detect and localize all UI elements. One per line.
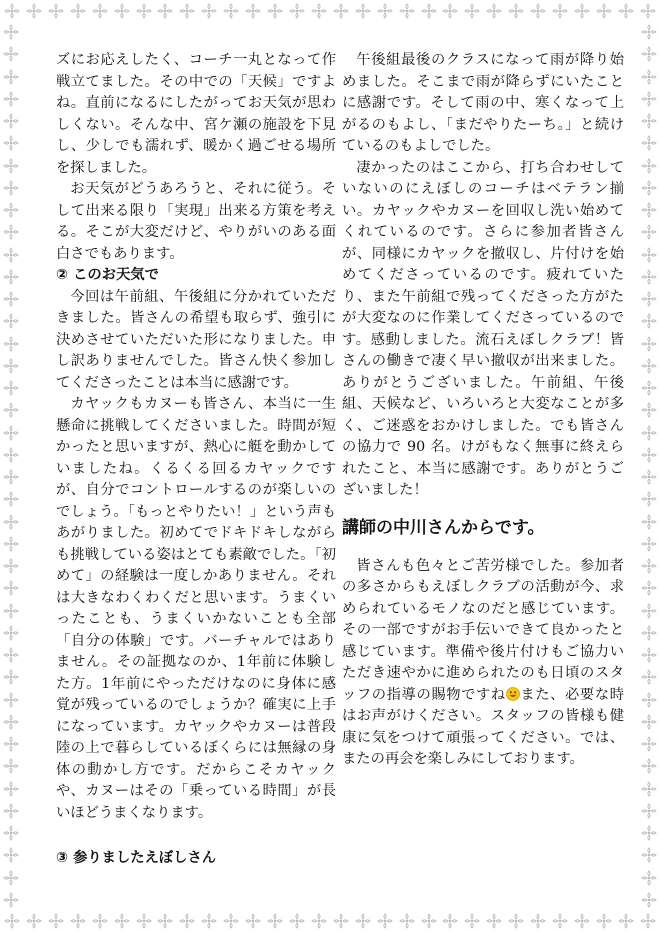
cross-ornament-icon	[355, 3, 371, 19]
cross-ornament-icon	[641, 536, 657, 552]
right-paragraph-3-text-a: 皆さんも色々とご苦労様でした。参加者の多さからもえぼしクラブの活動が今、求められているモノなのだと感じています。その一部ですがお手伝いできて良かったと感じています。準備や後片付けもご協力いただき速やかに進められたのも日頃のスタッフの指導の賜物ですね	[342, 557, 624, 703]
section-2-heading: ② このお天気で	[56, 267, 159, 283]
cross-ornament-icon	[355, 913, 371, 929]
cross-ornament-icon	[3, 647, 19, 663]
right-paragraph-2: 凄かったのはここから、打ち合わせしていないのにえぼしのコーチはベテラン揃い。カヤックやカヌーを回収し洗い始めてくれているのです。さらに参加者皆さんが、同様にカヤックを撤収し、片付けを始めてくださっているのです。疲れていたり、また午前組で残ってくださった方がたが大変なのに作業してくださっているのです。感動しました。流石えぼしクラブ！皆さんの働きで凄く早い撤収が出来ました。ありがとうございました。午前組、午後組、天候など、いろいろと大変なことが多く、ご迷惑をおかけしました。でも皆さんの協力で 90 名。けがもなく無事に終えられたこと、本当に感謝です。ありがとうございました！	[342, 159, 624, 498]
left-paragraph-1: ズにお応えしたく、コーチ一丸となって作戦立てました。その中での「天候」ですよね。直前になるにしたがってお天気が思わしくない。そんな中、宮ケ瀬の施設を下見し、少しでも濡れず、暖かく過ごせる場所を探しました。	[56, 52, 336, 176]
cross-ornament-icon	[26, 3, 42, 19]
cross-ornament-icon	[3, 46, 19, 62]
cross-ornament-icon	[3, 514, 19, 530]
cross-ornament-icon	[641, 603, 657, 619]
cross-ornament-icon	[641, 469, 657, 485]
left-paragraph-4: カヤックもカヌーも皆さん、本当に一生懸命に挑戦してくださいました。時間が短かったと思いますが、熱心に艇を動かしていましたね。くるくる回るカヤックですが、自分でコントロールするのが楽しいのでしょう。「もっとやりたい！」という声もあがりました。初めてでドキドキしながらも挑戦している姿はとても素敵でした。「初めて」の経験は一度しかありません。それは大きなわくわくだと思います。うまくいったことも、うまくいかないことも全部「自分の体験」です。バーチャルではありません。その証拠なのか、1年前に体験した方。1年前にやっただけなのに身体に感覚が残っているのでしょうか？確実に上手になっています。カヤックやカヌーは普段陸の上で暮らしているぼくらには無縁の身体の動かし方です。だからこそカヤックや、カヌーはその「乗っている時間」が長いほどうまくなります。	[56, 396, 336, 821]
cross-ornament-icon	[3, 447, 19, 463]
cross-ornament-icon	[4, 913, 20, 929]
cross-ornament-icon	[3, 402, 19, 418]
cross-ornament-icon	[641, 736, 657, 752]
cross-ornament-icon	[421, 3, 437, 19]
cross-ornament-icon	[114, 913, 130, 929]
cross-ornament-icon	[70, 913, 86, 929]
cross-ornament-icon	[641, 758, 657, 774]
cross-ornament-icon	[641, 224, 657, 240]
cross-ornament-icon	[641, 580, 657, 596]
cross-ornament-icon	[3, 336, 19, 352]
cross-ornament-icon	[641, 69, 657, 85]
cross-ornament-icon	[3, 180, 19, 196]
cross-ornament-icon	[3, 558, 19, 574]
cross-ornament-icon	[618, 913, 634, 929]
cross-ornament-icon	[641, 358, 657, 374]
cross-ornament-icon	[333, 913, 349, 929]
cross-ornament-icon	[377, 3, 393, 19]
cross-ornament-icon	[245, 3, 261, 19]
cross-ornament-icon	[641, 113, 657, 129]
right-paragraph-1: 午後組最後のクラスになって雨が降り始めました。そこまで雨が降らずにいたことに感謝です。そして雨の中、寒くなって上がるのもよし、「まだやりたーち。」と続けているのもよしでした。	[342, 52, 624, 154]
left-column	[56, 50, 336, 824]
cross-ornament-icon	[3, 781, 19, 797]
cross-ornament-icon	[3, 692, 19, 708]
cross-ornament-icon	[464, 913, 480, 929]
cross-ornament-icon	[641, 514, 657, 530]
cross-ornament-icon	[4, 3, 20, 19]
cross-ornament-icon	[3, 870, 19, 886]
cross-ornament-icon	[442, 3, 458, 19]
cross-ornament-icon	[641, 202, 657, 218]
cross-ornament-icon	[3, 113, 19, 129]
cross-ornament-icon	[92, 3, 108, 19]
cross-ornament-icon	[3, 269, 19, 285]
cross-ornament-icon	[245, 913, 261, 929]
cross-ornament-icon	[3, 603, 19, 619]
cross-ornament-icon	[641, 803, 657, 819]
cross-ornament-icon	[3, 24, 19, 40]
cross-ornament-icon	[641, 847, 657, 863]
cross-ornament-icon	[333, 3, 349, 19]
cross-ornament-icon	[26, 913, 42, 929]
page-border-top	[0, 0, 660, 22]
cross-ornament-icon	[641, 625, 657, 641]
cross-ornament-icon	[641, 870, 657, 886]
right-column	[342, 50, 624, 771]
cross-ornament-icon	[3, 892, 19, 908]
smiley-face-icon	[506, 687, 520, 701]
cross-ornament-icon	[179, 913, 195, 929]
cross-ornament-icon	[574, 913, 590, 929]
cross-ornament-icon	[3, 380, 19, 396]
cross-ornament-icon	[3, 536, 19, 552]
cross-ornament-icon	[641, 781, 657, 797]
cross-ornament-icon	[442, 913, 458, 929]
cross-ornament-icon	[267, 913, 283, 929]
page-border-right	[638, 22, 660, 910]
cross-ornament-icon	[399, 913, 415, 929]
cross-ornament-icon	[377, 913, 393, 929]
cross-ornament-icon	[641, 558, 657, 574]
cross-ornament-icon	[641, 692, 657, 708]
cross-ornament-icon	[618, 3, 634, 19]
cross-ornament-icon	[641, 180, 657, 196]
cross-ornament-icon	[641, 46, 657, 62]
cross-ornament-icon	[641, 91, 657, 107]
cross-ornament-icon	[508, 913, 524, 929]
cross-ornament-icon	[641, 669, 657, 685]
cross-ornament-icon	[3, 669, 19, 685]
cross-ornament-icon	[574, 3, 590, 19]
cross-ornament-icon	[267, 3, 283, 19]
cross-ornament-icon	[399, 3, 415, 19]
cross-ornament-icon	[641, 158, 657, 174]
cross-ornament-icon	[530, 913, 546, 929]
cross-ornament-icon	[3, 91, 19, 107]
cross-ornament-icon	[201, 3, 217, 19]
cross-ornament-icon	[596, 3, 612, 19]
cross-ornament-icon	[114, 3, 130, 19]
section-3-heading: ③ 参りましたえぼしさん	[56, 850, 217, 866]
cross-ornament-icon	[641, 135, 657, 151]
cross-ornament-icon	[641, 714, 657, 730]
cross-ornament-icon	[48, 3, 64, 19]
cross-ornament-icon	[157, 913, 173, 929]
left-paragraph-3: 今回は午前組、午後組に分かれていただきました。皆さんの希望も取らず、強引に決めさせていただいた形になりました。申し訳ありませんでした。皆さん快く参加してくださったことは本当に感謝です。	[56, 288, 336, 391]
cross-ornament-icon	[179, 3, 195, 19]
cross-ornament-icon	[641, 402, 657, 418]
cross-ornament-icon	[641, 380, 657, 396]
cross-ornament-icon	[3, 291, 19, 307]
cross-ornament-icon	[3, 247, 19, 263]
cross-ornament-icon	[201, 913, 217, 929]
cross-ornament-icon	[3, 202, 19, 218]
cross-ornament-icon	[552, 3, 568, 19]
cross-ornament-icon	[3, 580, 19, 596]
cross-ornament-icon	[3, 736, 19, 752]
cross-ornament-icon	[530, 3, 546, 19]
cross-ornament-icon	[3, 158, 19, 174]
cross-ornament-icon	[3, 358, 19, 374]
cross-ornament-icon	[486, 913, 502, 929]
cross-ornament-icon	[157, 3, 173, 19]
cross-ornament-icon	[3, 469, 19, 485]
cross-ornament-icon	[641, 269, 657, 285]
cross-ornament-icon	[641, 647, 657, 663]
cross-ornament-icon	[3, 847, 19, 863]
left-paragraph-2: お天気がどうあろうと、それに従う。そして出来る限り「実現」出来る方策を考える。そこが大変だけど、やりがいのある面白さでもあります。	[56, 181, 336, 262]
cross-ornament-icon	[641, 491, 657, 507]
cross-ornament-icon	[641, 24, 657, 40]
cross-ornament-icon	[421, 913, 437, 929]
cross-ornament-icon	[508, 3, 524, 19]
cross-ornament-icon	[3, 825, 19, 841]
cross-ornament-icon	[640, 913, 656, 929]
cross-ornament-icon	[70, 3, 86, 19]
cross-ornament-icon	[641, 447, 657, 463]
cross-ornament-icon	[92, 913, 108, 929]
cross-ornament-icon	[3, 135, 19, 151]
page-border-left	[0, 22, 22, 910]
cross-ornament-icon	[3, 714, 19, 730]
cross-ornament-icon	[641, 291, 657, 307]
cross-ornament-icon	[486, 3, 502, 19]
cross-ornament-icon	[136, 3, 152, 19]
cross-ornament-icon	[3, 224, 19, 240]
cross-ornament-icon	[552, 913, 568, 929]
cross-ornament-icon	[289, 3, 305, 19]
cross-ornament-icon	[3, 313, 19, 329]
right-paragraph-3	[342, 556, 624, 771]
cross-ornament-icon	[641, 892, 657, 908]
cross-ornament-icon	[3, 625, 19, 641]
cross-ornament-icon	[641, 336, 657, 352]
cross-ornament-icon	[641, 425, 657, 441]
right-paragraph-3-text-b: また、必要な時はお声がけください。スタッフの皆様も健康に気をつけて頑張ってください。では、またの再会を楽しみにしております。	[342, 686, 625, 767]
cross-ornament-icon	[464, 3, 480, 19]
cross-ornament-icon	[3, 69, 19, 85]
cross-ornament-icon	[48, 913, 64, 929]
cross-ornament-icon	[136, 913, 152, 929]
cross-ornament-icon	[311, 913, 327, 929]
cross-ornament-icon	[596, 913, 612, 929]
cross-ornament-icon	[3, 425, 19, 441]
cross-ornament-icon	[641, 313, 657, 329]
cross-ornament-icon	[3, 803, 19, 819]
cross-ornament-icon	[3, 491, 19, 507]
cross-ornament-icon	[641, 247, 657, 263]
cross-ornament-icon	[311, 3, 327, 19]
cross-ornament-icon	[223, 913, 239, 929]
instructor-heading: 講師の中川さんからです。	[342, 517, 545, 538]
cross-ornament-icon	[640, 3, 656, 19]
cross-ornament-icon	[641, 825, 657, 841]
page-border-bottom	[0, 910, 660, 932]
cross-ornament-icon	[223, 3, 239, 19]
cross-ornament-icon	[3, 758, 19, 774]
cross-ornament-icon	[289, 913, 305, 929]
